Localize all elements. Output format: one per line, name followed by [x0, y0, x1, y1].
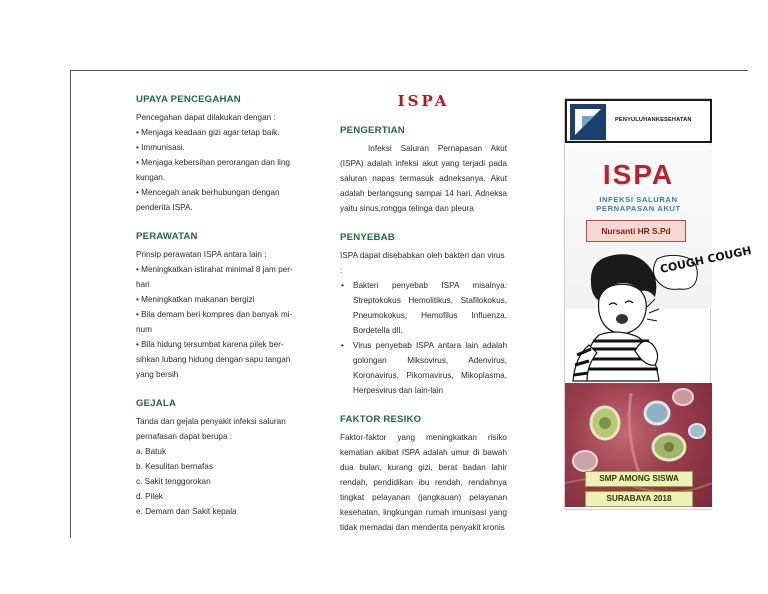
pengertian-body: Infeksi Saluran Pernapasan Akut (ISPA) adalah infeksi akut yang terjadi pada saluran napas termasuk adneksanya. Akut adalah berlangsung sampai 14 hari. Adneksa yaitu sinus,rongga telinga dan pleura [340, 144, 507, 213]
page-frame-top [70, 70, 748, 71]
city-year-label: SURABAYA 2018 [585, 491, 693, 507]
page-frame-left [70, 70, 71, 538]
cover-header [565, 99, 712, 143]
header-label: PENYULUHANKESEHATAN [615, 117, 692, 123]
perawatan-item: • Bila demam beri kompres dan banyak mi- num [136, 310, 293, 334]
coughing-child-illustration [569, 243, 753, 381]
pencegahan-item: • Mencegah anak berhubungan dengan penderita ISPA. [136, 188, 280, 212]
list-item [340, 338, 507, 398]
pencegahan-item: • Immunisasi. [136, 143, 185, 152]
subtitle-line: INFEKSI SALURAN [599, 195, 678, 204]
cover-title: ISPA [602, 159, 675, 190]
pencegahan-item: • Menjaga keadaan gizi agar tetap baik. [136, 128, 280, 137]
penyebab-virus: Virus penyebab ISPA antara lain adalah golongan Miksovirus, Adenvirus, Koronavirus, Pikornavirus, Mikoplasma, Herpesvirus dan lain-lain [353, 341, 507, 395]
bullet-icon: • [341, 341, 344, 350]
pencegahan-heading: UPAYA PENCEGAHAN [136, 94, 241, 105]
perawatan-intro: Prinsip perawatan ISPA antara lain : [136, 250, 267, 259]
gejala-item: d. Pilek [136, 492, 163, 501]
gejala-heading: GEJALA [136, 398, 177, 409]
cough-text: COUGH COUGH [658, 243, 753, 276]
pencegahan-intro: Pencegahan dapat dilakukan dengan : [136, 113, 276, 122]
gejala-item: a. Batuk [136, 447, 167, 456]
perawatan-item: • Bila hidung tersumbat karena pilek ber- sihkan lubang hidung dengan sapu tangan yang bersih [136, 340, 291, 379]
faktor-heading: FAKTOR RESIKO [340, 414, 422, 425]
bullet-icon: • [341, 281, 344, 290]
perawatan-item: • Meningkatkan istirahat minimal 8 jam per- hari [136, 265, 293, 289]
gejala-item: c. Sakit tenggorokan [136, 477, 211, 486]
subtitle-line: PERNAPASAN AKUT [596, 204, 681, 213]
pencegahan-item: • Menjaga kebersihan perorangan dan ling kungan. [136, 158, 290, 182]
gejala-intro: Tanda dan gejala penyakit infeksi saluran pernafasan dapat berupa : [136, 417, 286, 441]
logo-icon [570, 104, 606, 140]
penyebab-intro: ISPA dapat disebabkan oleh bakteri dan virus : [340, 251, 505, 275]
list-item [340, 278, 507, 338]
penyebab-heading: PENYEBAB [340, 232, 395, 243]
faktor-body: Faktor-faktor yang meningkatkan risiko kematian akibat ISPA adalah umur di bawah dua bulan, kurang gizi, berat badan lahir rendah, pendidikan ibu rendah, rendahnya tingkat pelayanan (jangkauan) pelayanan kesehatan, lingkungan rumah imunisasi yang tidak memadai dan menderita penyakit kronis [340, 433, 507, 532]
penyebab-list [340, 278, 507, 398]
middle-column [340, 94, 507, 535]
cover-subtitle [565, 195, 712, 213]
school-label: SMP AMONG SISWA [585, 471, 693, 487]
penyebab-bakteri: Bakteri penyebab ISPA misalnya: Streptokokus Hemolitikus, Stafilokokus, Pneumokokus, Hemofilus Influenza, Bordetella dll. [353, 281, 507, 335]
author-box: Nursanti HR S.Pd [586, 220, 686, 242]
microbe-illustration [565, 383, 712, 507]
left-column [136, 92, 298, 519]
perawatan-item: • Meningkatkan makanan bergizi [136, 295, 255, 304]
microbe-image [565, 383, 712, 507]
perawatan-heading: PERAWATAN [136, 231, 198, 242]
pengertian-heading: PENGERTIAN [340, 125, 405, 136]
gejala-item: b. Kesulitan bernafas [136, 462, 213, 471]
cover-panel [564, 98, 753, 510]
gejala-item: e. Demam dan Sakit kepala [136, 507, 237, 516]
page-title: ISPA [397, 92, 450, 110]
